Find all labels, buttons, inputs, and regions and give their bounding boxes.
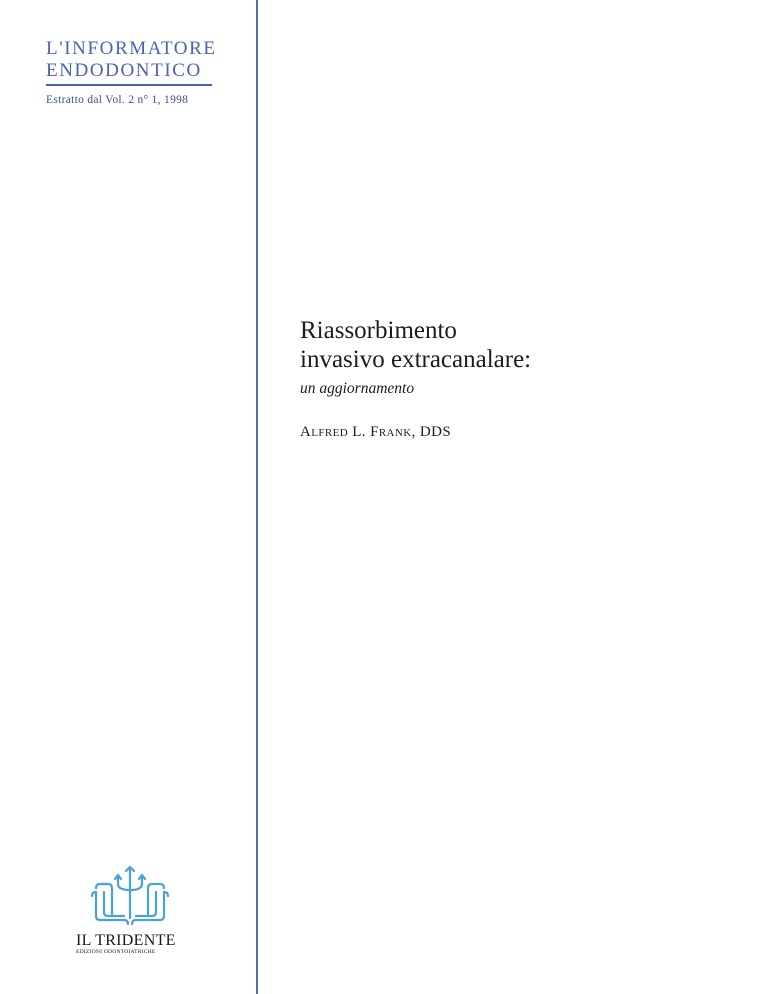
- issue-info: Estratto dal Vol. 2 n° 1, 1998: [46, 94, 189, 106]
- journal-masthead: [46, 38, 216, 106]
- publisher-logo: [76, 866, 182, 955]
- article-title: [300, 316, 740, 374]
- publisher-subtitle: EDIZIONI ODONTOIATRICHE: [76, 949, 156, 955]
- journal-title-line1: L'INFORMATORE: [46, 38, 217, 59]
- article-title-line2: invasivo extracanalare:: [300, 346, 532, 373]
- publisher-name: IL TRIDENTE: [76, 932, 176, 949]
- article-author: Alfred L. Frank, DDS: [300, 424, 452, 440]
- article-title-line1: Riassorbimento: [300, 317, 457, 344]
- article-block: [300, 316, 740, 441]
- article-subtitle: un aggiornamento: [300, 380, 415, 397]
- journal-title-line2: ENDODONTICO: [46, 60, 202, 81]
- masthead-rule: [46, 84, 212, 86]
- trident-book-icon: [90, 866, 170, 928]
- vertical-divider: [256, 0, 258, 994]
